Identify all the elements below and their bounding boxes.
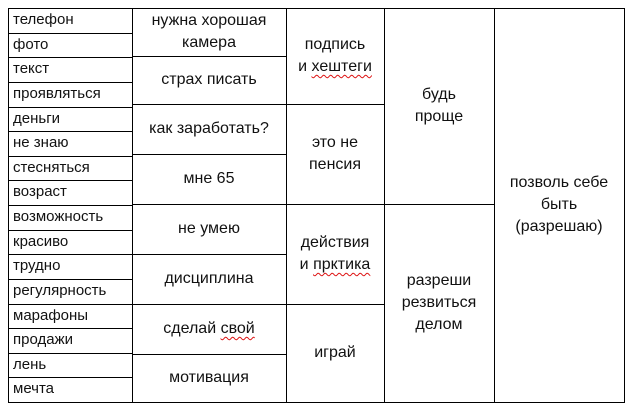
word-cell: фото: [13, 35, 49, 53]
grid-line: [132, 154, 287, 155]
cell-text: как заработать?: [149, 120, 269, 137]
word-cell: лень: [13, 355, 47, 373]
word-cell: не знаю: [13, 134, 69, 152]
grid-line: [8, 82, 133, 83]
grid-line: [286, 104, 385, 105]
word-cell: красиво: [13, 232, 69, 250]
word-cell: марафоны: [13, 306, 89, 324]
grid-line: [8, 230, 133, 231]
word-cell: мечта: [13, 380, 55, 398]
grid-line: [8, 8, 625, 9]
cell-text-misspelled: хештеги: [311, 58, 372, 75]
cell-text: (разрешаю): [515, 218, 603, 235]
cell-c2-3: [132, 104, 286, 154]
grid-line: [132, 304, 287, 305]
cell-text: камера: [182, 34, 236, 51]
grid-line: [132, 254, 287, 255]
grid-line: [494, 8, 495, 403]
cell-text: резвиться: [401, 294, 477, 311]
word-cell: трудно: [13, 257, 61, 275]
cell-text: действия: [300, 234, 370, 251]
cell-text: нужна хорошая: [151, 12, 267, 29]
cell-text: играй: [314, 344, 356, 361]
cell-c3-2: [286, 104, 384, 204]
cell-c3-1: [286, 8, 384, 104]
cell-text: это не: [311, 134, 359, 151]
grid-line: [132, 354, 287, 355]
word-cell: стесняться: [13, 158, 90, 176]
cell-text: и: [299, 256, 314, 273]
cell-text: разреши: [406, 272, 472, 289]
word-cell: возраст: [13, 183, 67, 201]
grid-line: [8, 205, 133, 206]
grid-line: [8, 156, 133, 157]
cell-text: быть: [540, 196, 578, 213]
grid-line: [8, 254, 133, 255]
grid-line: [8, 377, 133, 378]
cell-text: позволь себе: [509, 174, 609, 191]
grid-line: [8, 180, 133, 181]
cell-text: будь: [422, 86, 456, 103]
cell-text: и: [298, 58, 312, 75]
cell-text: не умею: [178, 220, 240, 237]
grid-line: [8, 304, 133, 305]
cell-text: подпись: [304, 36, 366, 53]
grid-line: [384, 204, 495, 205]
cell-text: проще: [414, 108, 464, 125]
grid-line: [132, 56, 287, 57]
grid-line: [8, 107, 133, 108]
word-cell: деньги: [13, 109, 61, 127]
word-cell: текст: [13, 60, 50, 78]
grid-line: [132, 104, 287, 105]
word-cell: телефон: [13, 11, 74, 28]
cell-c3-4: [286, 304, 384, 402]
grid-line: [624, 8, 625, 403]
cell-text-misspelled: свой: [220, 320, 255, 337]
cell-text: сделай: [163, 320, 221, 337]
cell-text: пенсия: [309, 156, 361, 173]
grid-line: [384, 8, 385, 403]
grid-line: [132, 204, 287, 205]
grid-line: [8, 402, 625, 403]
cell-c2-1: [132, 8, 286, 56]
grid-line: [286, 204, 385, 205]
cell-c4-2: [384, 204, 494, 402]
grid-line: [8, 328, 133, 329]
grid-line: [286, 8, 287, 403]
cell-text-misspelled: прктика: [313, 256, 371, 273]
cell-text: мне 65: [183, 170, 235, 187]
grid-line: [8, 353, 133, 354]
cell-c3-3: [286, 204, 384, 304]
word-cell: регулярность: [13, 281, 107, 299]
grid-line: [286, 304, 385, 305]
grid-line: [8, 57, 133, 58]
cell-c2-4: [132, 154, 286, 204]
cell-c2-6: [132, 254, 286, 304]
cell-text: страх писать: [161, 71, 257, 88]
grid-line: [8, 33, 133, 34]
word-cell: проявляться: [13, 84, 101, 102]
cell-c2-5: [132, 204, 286, 254]
grid-line: [8, 279, 133, 280]
word-cell: продажи: [13, 331, 73, 349]
cell-text: делом: [415, 316, 463, 333]
cell-text: мотивация: [169, 369, 249, 386]
word-cell: возможность: [13, 208, 104, 225]
cell-c5: [494, 8, 624, 402]
grid-line: [8, 131, 133, 132]
cell-c2-8: [132, 354, 286, 402]
cell-c2-2: [132, 56, 286, 104]
cell-c2-7: [132, 304, 286, 354]
cell-text: дисциплина: [164, 270, 254, 287]
cell-c4-1: [384, 8, 494, 204]
